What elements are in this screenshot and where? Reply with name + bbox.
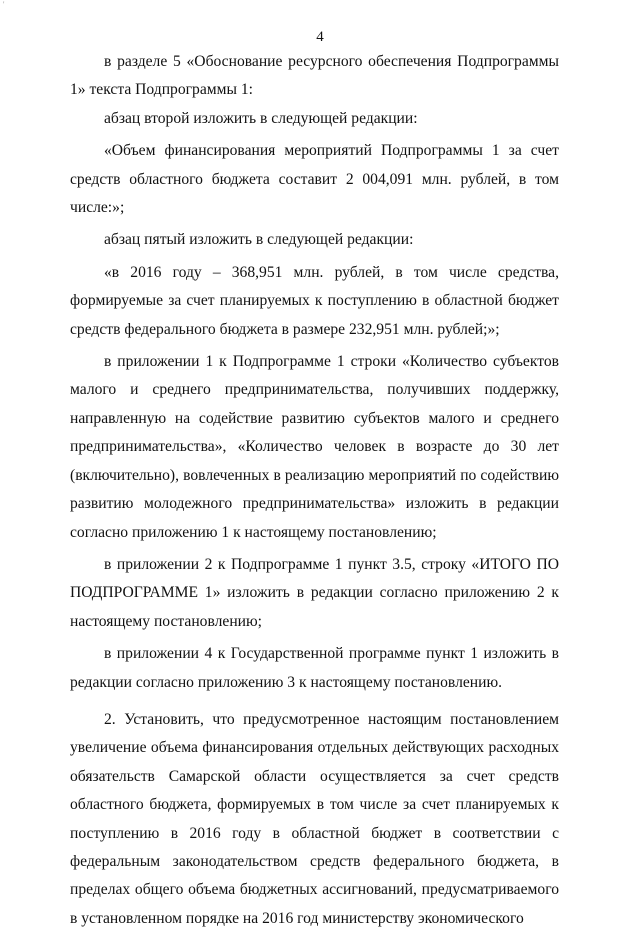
paragraph-financing-volume: «Объем финансирования мероприятий Подпрограммы 1 за счет средств областного бюджета составит 2 004,091 млн. рублей, в том числе:»;: [70, 142, 559, 217]
paragraph-2016-amount: «в 2016 году – 368,951 млн. рублей, в том числе средства, формируемые за счет планируемых к поступлению в областной бюджет средств федерального бюджета в размере 232,951 млн. рублей;»;: [70, 263, 559, 338]
paragraph-abzac-pyatyy: абзац пятый изложить в следующей редакции:: [104, 231, 414, 249]
document-body: [70, 48, 559, 933]
paragraph-section-5-intro: в разделе 5 «Обоснование ресурсного обеспечения Подпрограммы 1» текста Подпрограммы 1:: [70, 53, 559, 99]
paragraph-item-2: 2. Установить, что предусмотренное настоящим постановлением увеличение объема финансирования отдельных действующих расходных обязательств Самарской области осуществляется за счет средств областного бюджета, формируемых в том числе за счет планируемых к поступлению в 2016 году в областной бюджет в соответствии с федеральным законодательством средств федерального бюджета, в пределах общего объема бюджетных ассигнований, предусматриваемого в установленном порядке на 2016 год министерству экономического: [70, 710, 559, 927]
scan-corner-mark: ': [3, 0, 5, 9]
paragraph-abzac-vtoroy: абзац второй изложить в следующей редакции:: [104, 109, 418, 127]
paragraph-appendix-1: в приложении 1 к Подпрограмме 1 строки «Количество субъектов малого и среднего предпринимательства, получивших поддержку, направленную на содействие развитию субъектов малого и среднего предпринимательства», «Количество человек в возрасте до 30 лет (включительно), вовлеченных в реализацию мероприятий по содействию развитию молодежного предпринимательства» изложить в редакции согласно приложению 1 к настоящему постановлению;: [70, 353, 559, 541]
paragraph-appendix-4: в приложении 4 к Государственной программе пункт 1 изложить в редакции согласно приложению 3 к настоящему постановлению.: [70, 645, 559, 691]
paragraph-appendix-2: в приложении 2 к Подпрограмме 1 пункт 3.5, строку «ИТОГО ПО ПОДПРОГРАММЕ 1» изложить в редакции согласно приложению 2 к настоящему постановлению;: [70, 555, 559, 630]
page-number: 4: [316, 29, 324, 45]
